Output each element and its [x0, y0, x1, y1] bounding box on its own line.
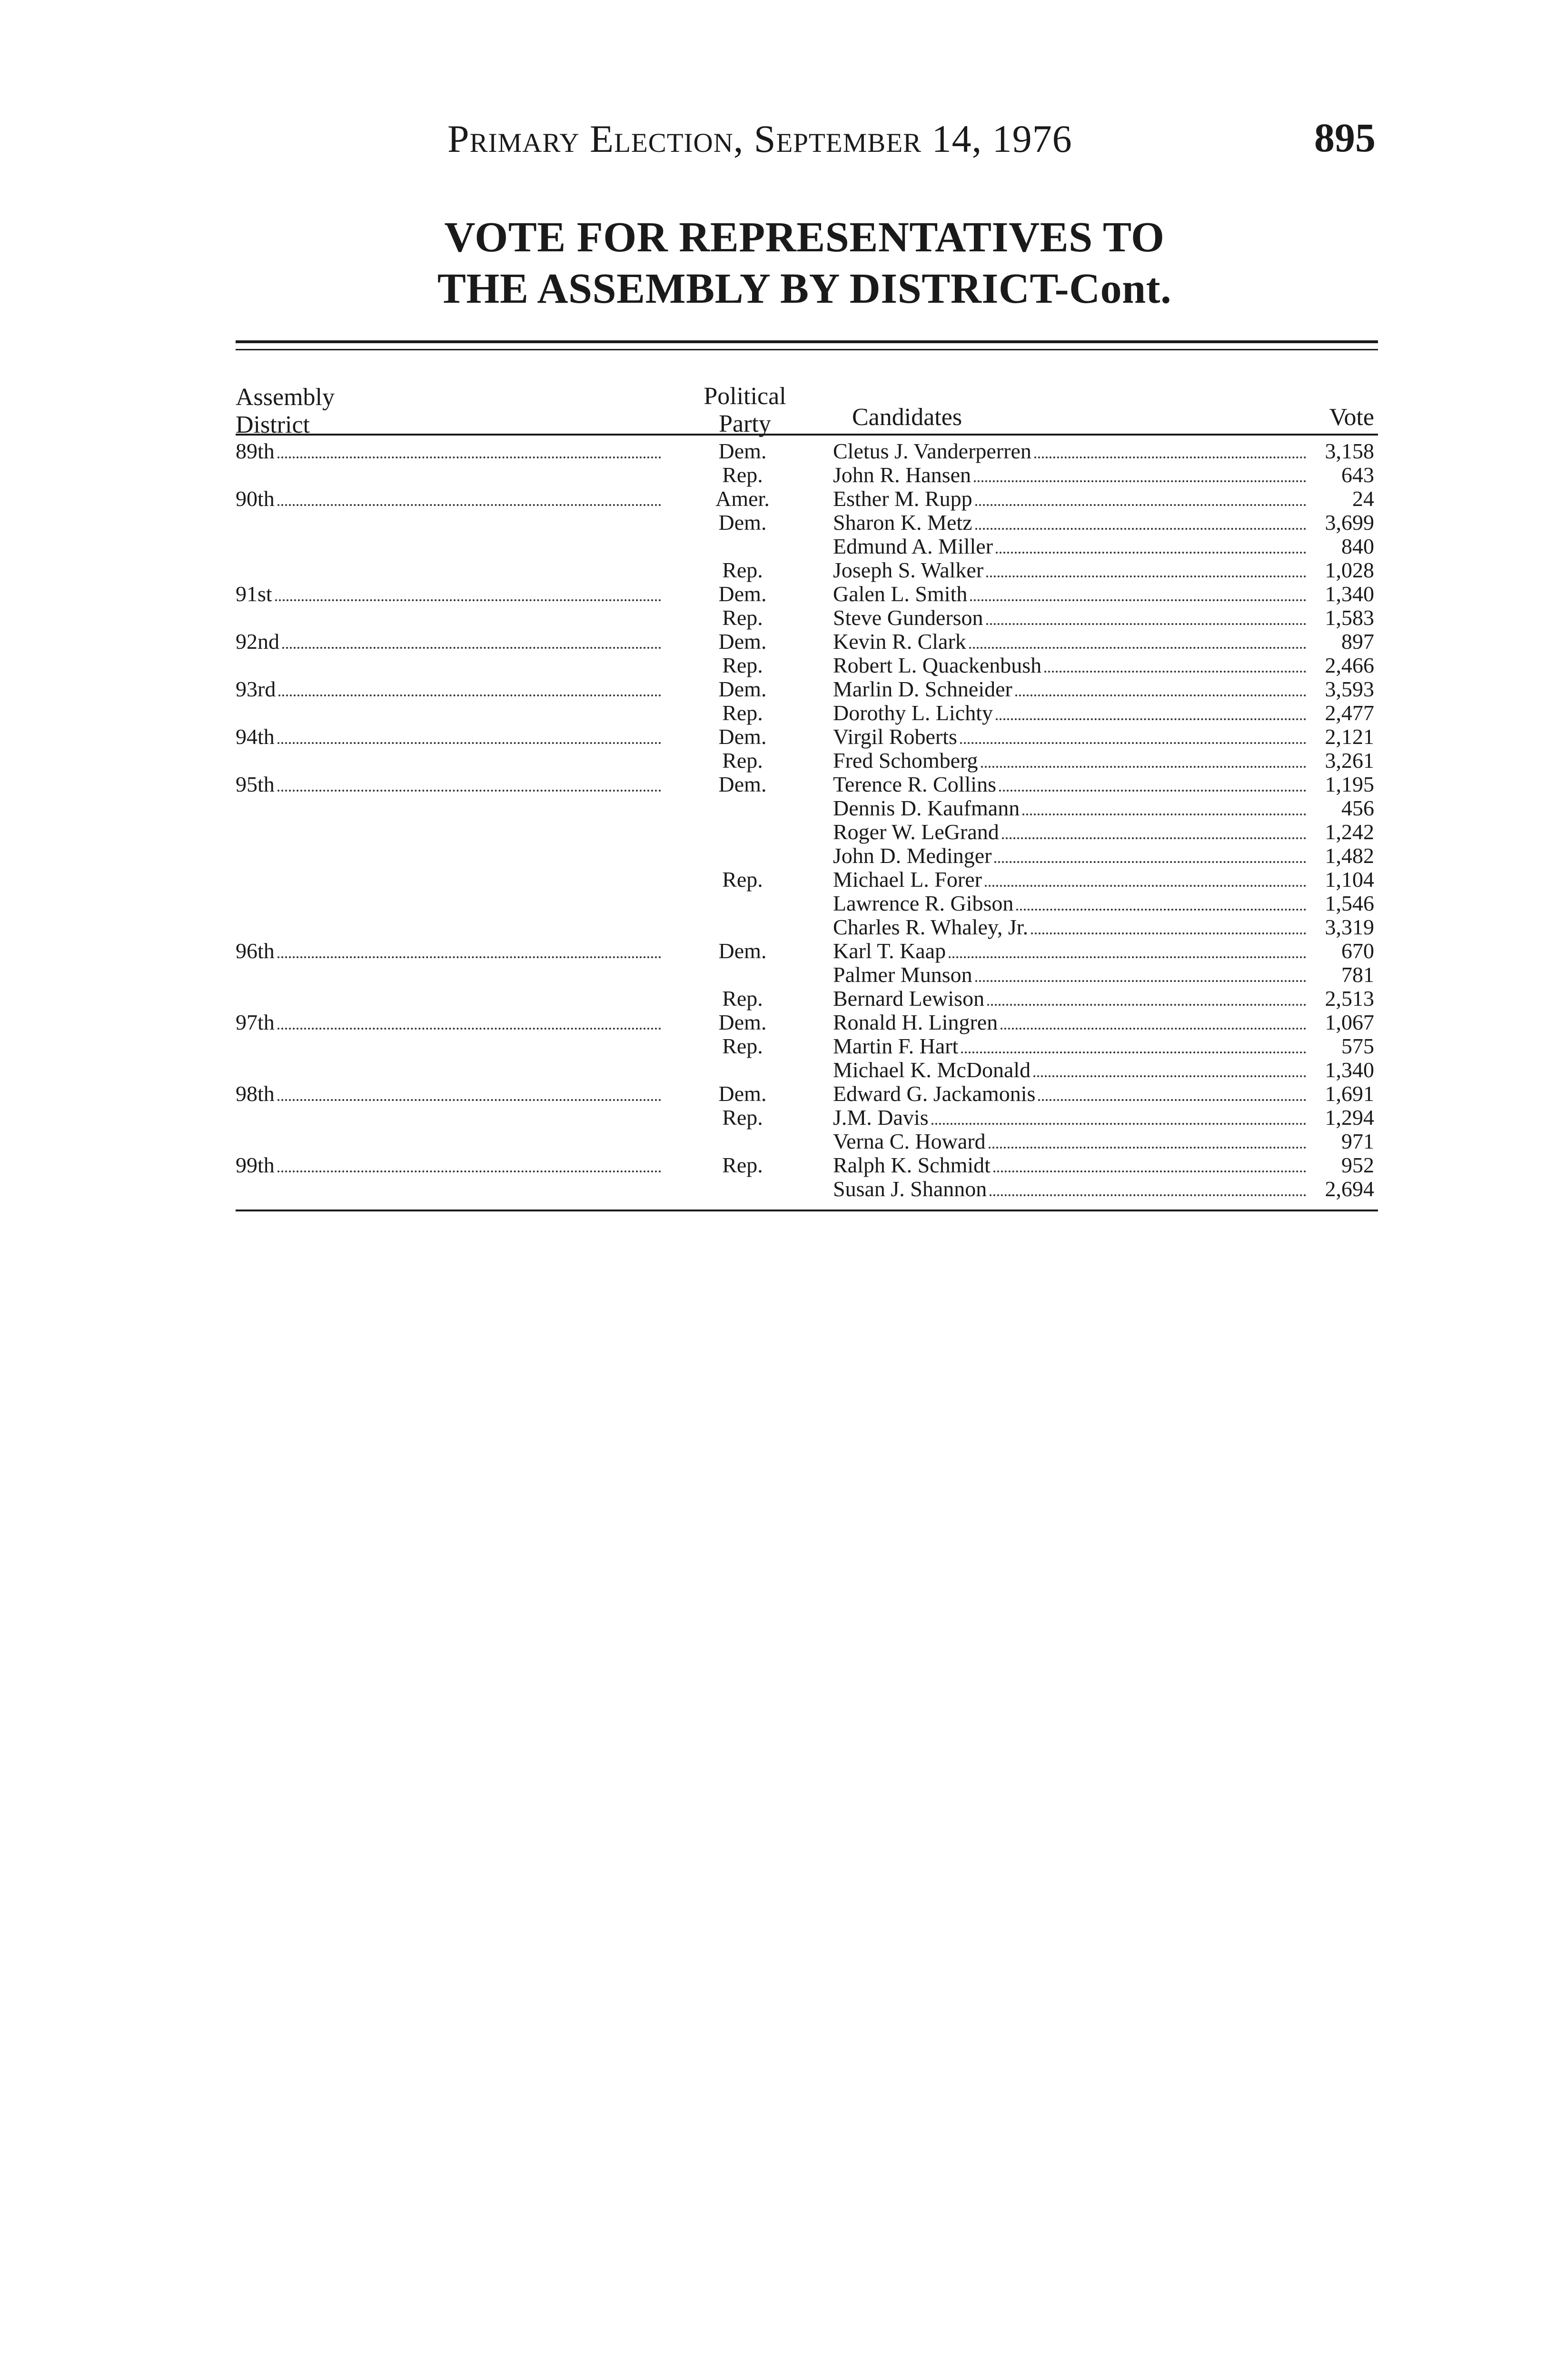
- vote-cell: 1,546: [1325, 891, 1374, 915]
- district-label: 92nd: [236, 629, 279, 654]
- candidate-name: Galen L. Smith: [833, 582, 968, 606]
- table-row: [236, 868, 1378, 892]
- party-cell: Rep.: [722, 1034, 763, 1058]
- party-cell: Dem.: [718, 772, 767, 796]
- dot-leader: [975, 980, 1306, 982]
- district-label: 98th: [236, 1081, 275, 1106]
- dot-leader: [974, 480, 1306, 482]
- table-row: [236, 630, 1378, 654]
- dot-leader: [277, 504, 661, 506]
- table-row: [236, 701, 1378, 725]
- vote-cell: 2,466: [1325, 653, 1374, 677]
- dot-leader: [986, 575, 1306, 577]
- candidate-name: Dorothy L. Lichty: [833, 701, 993, 725]
- district-label: 93rd: [236, 677, 276, 701]
- header-party-line-1: Political: [704, 383, 786, 410]
- dot-leader: [277, 1028, 661, 1030]
- candidate-name: Sharon K. Metz: [833, 510, 972, 535]
- dot-leader: [975, 504, 1306, 506]
- candidate-name: Marlin D. Schneider: [833, 677, 1012, 701]
- candidate-cell: [833, 1058, 1309, 1082]
- candidate-name: Esther M. Rupp: [833, 486, 972, 511]
- candidate-cell: [833, 820, 1309, 844]
- vote-cell: 3,319: [1325, 915, 1374, 939]
- district-label: 89th: [236, 439, 275, 463]
- candidate-cell: [833, 1082, 1309, 1106]
- vote-cell: 1,583: [1325, 605, 1374, 630]
- table-row: [236, 844, 1378, 868]
- candidate-cell: [833, 892, 1309, 916]
- candidate-cell: [833, 987, 1309, 1011]
- candidate-name: Michael L. Forer: [833, 867, 982, 892]
- table-row: [236, 463, 1378, 487]
- dot-leader: [961, 1051, 1306, 1053]
- table-row: [236, 558, 1378, 582]
- candidate-name: Ralph K. Schmidt: [833, 1153, 991, 1177]
- dot-leader: [970, 599, 1306, 601]
- party-cell: Dem.: [718, 1081, 767, 1106]
- candidate-cell: [833, 963, 1309, 987]
- table-row: [236, 773, 1378, 796]
- running-title: Primary Election, September 14, 1976: [447, 117, 1072, 160]
- party-cell: Rep.: [722, 748, 763, 773]
- candidate-cell: [833, 630, 1309, 654]
- party-cell: Rep.: [722, 558, 763, 582]
- party-cell: Rep.: [722, 1153, 763, 1177]
- candidate-name: Edward G. Jackamonis: [833, 1081, 1036, 1106]
- table-row: [236, 749, 1378, 773]
- vote-cell: 1,340: [1325, 582, 1374, 606]
- vote-cell: 2,694: [1325, 1177, 1374, 1201]
- table-row: [236, 892, 1378, 915]
- dot-leader: [960, 742, 1306, 744]
- header-district-line-1: Assembly: [236, 384, 335, 411]
- candidate-name: Cletus J. Vanderperren: [833, 439, 1031, 463]
- candidate-name: John D. Medinger: [833, 843, 992, 868]
- district-cell: [236, 677, 664, 702]
- vote-cell: 2,477: [1325, 701, 1374, 725]
- table-row: [236, 820, 1378, 844]
- dot-leader: [1034, 456, 1306, 458]
- table-body: [236, 439, 1378, 1201]
- dot-leader: [989, 1147, 1306, 1149]
- table-row: [236, 796, 1378, 820]
- candidate-cell: [833, 606, 1309, 630]
- vote-cell: 1,294: [1325, 1105, 1374, 1130]
- table-row: [236, 582, 1378, 606]
- party-cell: Dem.: [718, 629, 767, 654]
- vote-cell: 1,242: [1325, 820, 1374, 844]
- dot-leader: [277, 456, 661, 458]
- vote-cell: 1,067: [1325, 1010, 1374, 1034]
- header-vote: Vote: [1329, 404, 1374, 431]
- dot-leader: [986, 623, 1306, 625]
- candidate-cell: [833, 582, 1309, 606]
- district-label: 95th: [236, 772, 275, 796]
- table-row: [236, 1177, 1378, 1201]
- table-row: [236, 535, 1378, 558]
- vote-cell: 1,104: [1325, 867, 1374, 892]
- dot-leader: [1038, 1099, 1306, 1101]
- candidate-cell: [833, 535, 1309, 559]
- dot-leader: [987, 1004, 1306, 1006]
- district-cell: [236, 1153, 664, 1178]
- table-row: [236, 963, 1378, 987]
- candidate-name: Martin F. Hart: [833, 1034, 959, 1058]
- dot-leader: [277, 790, 661, 792]
- district-label: 99th: [236, 1153, 275, 1177]
- table-row: [236, 1082, 1378, 1106]
- vote-cell: 3,699: [1325, 510, 1374, 535]
- header-party: [693, 383, 797, 438]
- candidate-name: Fred Schomberg: [833, 748, 978, 773]
- candidate-cell: [833, 439, 1309, 464]
- party-cell: Rep.: [722, 867, 763, 892]
- dot-leader: [949, 956, 1306, 958]
- header-candidates: Candidates: [852, 404, 962, 431]
- header-district: [236, 384, 335, 439]
- dot-leader: [277, 742, 661, 744]
- dot-leader: [975, 528, 1306, 530]
- dot-leader: [969, 647, 1306, 649]
- dot-leader: [1022, 813, 1306, 815]
- vote-cell: 2,121: [1325, 724, 1374, 749]
- candidate-cell: [833, 463, 1309, 487]
- dot-leader: [1002, 837, 1306, 839]
- table-row: [236, 487, 1378, 511]
- candidate-cell: [833, 773, 1309, 797]
- table-row: [236, 725, 1378, 749]
- district-cell: [236, 1011, 664, 1035]
- party-cell: Rep.: [722, 653, 763, 677]
- candidate-name: Susan J. Shannon: [833, 1177, 987, 1201]
- dot-leader: [996, 552, 1306, 554]
- page-number: 895: [1314, 115, 1376, 160]
- table-row: [236, 915, 1378, 939]
- dot-leader: [994, 861, 1306, 863]
- candidate-cell: [833, 654, 1309, 678]
- party-cell: Dem.: [718, 677, 767, 701]
- candidate-name: Michael K. McDonald: [833, 1058, 1031, 1082]
- district-cell: [236, 939, 664, 963]
- candidate-name: Robert L. Quackenbush: [833, 653, 1042, 677]
- top-rule: [236, 340, 1378, 343]
- header-party-line-2: Party: [719, 410, 771, 437]
- party-cell: Rep.: [722, 986, 763, 1011]
- dot-leader: [1001, 1028, 1306, 1030]
- vote-cell: 2,513: [1325, 986, 1374, 1011]
- candidate-name: Palmer Munson: [833, 962, 972, 987]
- vote-cell: 3,593: [1325, 677, 1374, 701]
- vote-cell: 781: [1341, 962, 1374, 987]
- candidate-cell: [833, 844, 1309, 868]
- party-cell: Rep.: [722, 605, 763, 630]
- candidate-cell: [833, 701, 1309, 725]
- page-header: [447, 117, 1376, 178]
- candidate-name: Edmund A. Miller: [833, 534, 993, 558]
- vote-cell: 643: [1341, 463, 1374, 487]
- candidate-cell: [833, 915, 1309, 940]
- dot-leader: [277, 1099, 661, 1101]
- dot-leader: [277, 956, 661, 958]
- party-cell: Rep.: [722, 463, 763, 487]
- section-title-line-1: VOTE FOR REPRESENTATIVES TO: [444, 214, 1165, 261]
- vote-cell: 3,158: [1325, 439, 1374, 463]
- header-rule: [236, 434, 1378, 436]
- candidate-cell: [833, 796, 1309, 821]
- table-row: [236, 987, 1378, 1011]
- vote-cell: 971: [1341, 1129, 1374, 1153]
- district-cell: [236, 1082, 664, 1106]
- vote-cell: 1,482: [1325, 843, 1374, 868]
- party-cell: Amer.: [715, 486, 770, 511]
- vote-cell: 1,028: [1325, 558, 1374, 582]
- candidate-cell: [833, 749, 1309, 773]
- dot-leader: [999, 790, 1306, 792]
- candidate-name: Steve Gunderson: [833, 605, 983, 630]
- party-cell: Dem.: [718, 510, 767, 535]
- district-cell: [236, 725, 664, 749]
- candidate-name: Terence R. Collins: [833, 772, 996, 796]
- candidate-name: Joseph S. Walker: [833, 558, 984, 582]
- dot-leader: [932, 1123, 1306, 1125]
- vote-cell: 1,691: [1325, 1081, 1374, 1106]
- candidate-cell: [833, 1177, 1309, 1201]
- dot-leader: [1016, 909, 1306, 911]
- party-cell: Dem.: [718, 582, 767, 606]
- candidate-cell: [833, 939, 1309, 963]
- party-cell: Dem.: [718, 939, 767, 963]
- candidate-name: Dennis D. Kaufmann: [833, 796, 1020, 820]
- table-row: [236, 606, 1378, 630]
- dot-leader: [282, 647, 661, 649]
- vote-cell: 24: [1352, 486, 1374, 511]
- table-row: [236, 677, 1378, 701]
- district-cell: [236, 630, 664, 654]
- vote-cell: 897: [1341, 629, 1374, 654]
- candidate-name: Charles R. Whaley, Jr.: [833, 915, 1029, 939]
- dot-leader: [277, 1170, 661, 1172]
- dot-leader: [1044, 671, 1306, 673]
- table-row: [236, 1106, 1378, 1130]
- candidate-name: Roger W. LeGrand: [833, 820, 999, 844]
- candidate-cell: [833, 511, 1309, 535]
- candidate-name: Verna C. Howard: [833, 1129, 986, 1153]
- table-row: [236, 439, 1378, 463]
- party-cell: Dem.: [718, 724, 767, 749]
- party-cell: Dem.: [718, 439, 767, 463]
- candidate-cell: [833, 677, 1309, 702]
- candidate-name: Karl T. Kaap: [833, 939, 946, 963]
- district-label: 97th: [236, 1010, 275, 1034]
- district-label: 96th: [236, 939, 275, 963]
- table-row: [236, 511, 1378, 535]
- section-title: [424, 212, 1185, 315]
- section-title-line-2: THE ASSEMBLY BY DISTRICT-Cont.: [437, 265, 1172, 312]
- candidate-name: Virgil Roberts: [833, 724, 957, 749]
- table-row: [236, 1058, 1378, 1082]
- district-cell: [236, 582, 664, 606]
- table-row: [236, 1130, 1378, 1153]
- candidate-cell: [833, 1034, 1309, 1059]
- vote-cell: 1,195: [1325, 772, 1374, 796]
- column-headers: [236, 350, 1378, 438]
- table-row: [236, 1034, 1378, 1058]
- dot-leader: [993, 1170, 1306, 1172]
- dot-leader: [985, 885, 1306, 887]
- candidate-cell: [833, 868, 1309, 892]
- district-label: 90th: [236, 486, 275, 511]
- candidate-cell: [833, 558, 1309, 583]
- candidate-name: J.M. Davis: [833, 1105, 929, 1130]
- vote-cell: 3,261: [1325, 748, 1374, 773]
- party-cell: Dem.: [718, 1010, 767, 1034]
- candidate-name: Ronald H. Lingren: [833, 1010, 998, 1034]
- dot-leader: [275, 599, 661, 601]
- candidate-cell: [833, 1106, 1309, 1130]
- vote-cell: 575: [1341, 1034, 1374, 1058]
- vote-cell: 840: [1341, 534, 1374, 558]
- candidate-cell: [833, 1153, 1309, 1178]
- table-row: [236, 654, 1378, 677]
- vote-cell: 670: [1341, 939, 1374, 963]
- dot-leader: [1015, 694, 1306, 696]
- candidate-name: Bernard Lewison: [833, 986, 985, 1011]
- vote-cell: 456: [1341, 796, 1374, 820]
- table-row: [236, 1153, 1378, 1177]
- dot-leader: [990, 1194, 1306, 1196]
- candidate-cell: [833, 487, 1309, 511]
- vote-cell: 952: [1341, 1153, 1374, 1177]
- table-row: [236, 939, 1378, 963]
- results-table: [236, 340, 1378, 1211]
- candidate-name: Lawrence R. Gibson: [833, 891, 1014, 915]
- district-cell: [236, 487, 664, 511]
- table-row: [236, 1011, 1378, 1034]
- candidate-name: John R. Hansen: [833, 463, 971, 487]
- candidate-name: Kevin R. Clark: [833, 629, 966, 654]
- district-label: 91st: [236, 582, 272, 606]
- district-cell: [236, 439, 664, 464]
- district-label: 94th: [236, 724, 275, 749]
- vote-cell: 1,340: [1325, 1058, 1374, 1082]
- party-cell: Rep.: [722, 701, 763, 725]
- dot-leader: [981, 766, 1306, 768]
- candidate-cell: [833, 1011, 1309, 1035]
- dot-leader: [996, 718, 1306, 720]
- bottom-rule: [236, 1210, 1378, 1211]
- dot-leader: [1033, 1075, 1306, 1077]
- candidate-cell: [833, 1130, 1309, 1154]
- district-cell: [236, 773, 664, 797]
- dot-leader: [1031, 932, 1306, 934]
- dot-leader: [278, 694, 661, 696]
- party-cell: Rep.: [722, 1105, 763, 1130]
- header-district-line-2: District: [236, 411, 310, 438]
- candidate-cell: [833, 725, 1309, 749]
